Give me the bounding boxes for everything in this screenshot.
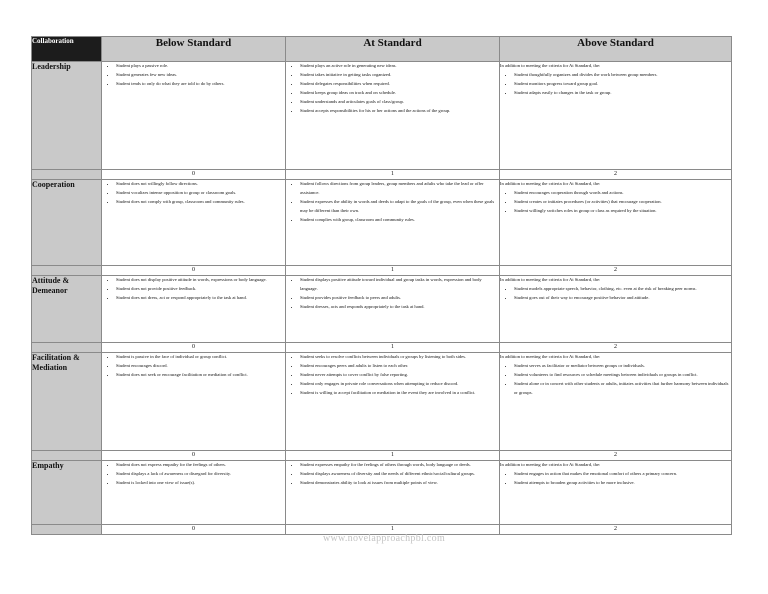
above-standard-criterion: • Student thoughtfully organizes and divides the work between group members.: [514, 71, 731, 80]
category-label: Attitude & Demeanor: [32, 276, 102, 343]
above-standard-list: [500, 71, 731, 98]
score-row: [32, 266, 732, 276]
at-standard-criterion: • Student displays awareness of diversity and the needs of different ethnic/social/cultural groups.: [300, 470, 499, 479]
at-standard-criterion: • Student plays an active role in generating new ideas.: [300, 62, 499, 71]
score-row: [32, 343, 732, 353]
score-below-standard: 0: [102, 525, 286, 535]
at-standard-list: [286, 461, 499, 488]
below-standard-cell: [102, 276, 286, 343]
below-standard-criterion: • Student is passive in the face of individual or group conflict.: [116, 353, 285, 362]
score-at-standard: 1: [286, 525, 500, 535]
score-at-standard: 1: [286, 170, 500, 180]
below-standard-cell: [102, 62, 286, 170]
score-at-standard: 1: [286, 343, 500, 353]
criteria-row-empathy: [32, 461, 732, 525]
at-standard-cell: [286, 180, 500, 266]
category-label: Cooperation: [32, 180, 102, 266]
criteria-row-facilitation-mediation: [32, 353, 732, 451]
above-standard-criterion: • Student creates or initiates procedures (or activities) that encourage cooperation.: [514, 198, 731, 207]
below-standard-criterion: • Student tends to only do what they are told to do by others.: [116, 80, 285, 89]
score-below-standard: 0: [102, 170, 286, 180]
above-standard-criterion: • Student models appropriate speech, behavior, clothing, etc. even at the risk of breaking peer norms.: [514, 285, 731, 294]
at-standard-list: [286, 276, 499, 312]
at-standard-list: [286, 62, 499, 115]
at-standard-cell: [286, 461, 500, 525]
above-standard-criterion: • Student attempts to broaden group activities to be more inclusive.: [514, 479, 731, 488]
at-standard-cell: [286, 276, 500, 343]
at-standard-criterion: • Student follows directions from group leaders, group members and adults who take the lead or offer assistance.: [300, 180, 499, 198]
at-standard-list: [286, 353, 499, 398]
at-standard-criterion: • Student complies with group, classroom and community rules.: [300, 216, 499, 225]
above-standard-list: [500, 285, 731, 303]
above-standard-criterion: • Student willingly switches roles in group or class as required by the situation.: [514, 207, 731, 216]
score-row-spacer: [32, 266, 102, 276]
above-standard-cell: [500, 180, 732, 266]
above-standard-cell: [500, 276, 732, 343]
above-standard-intro: In addition to meeting the criteria for At Standard, the:: [500, 63, 601, 68]
below-standard-criterion: • Student does not seek or encourage facilitation or mediation of conflict.: [116, 371, 285, 380]
below-standard-criterion: • Student displays a lack of awareness or disregard for diversity.: [116, 470, 285, 479]
above-standard-intro: In addition to meeting the criteria for At Standard, the:: [500, 354, 601, 359]
score-above-standard: 2: [500, 343, 732, 353]
above-standard-criterion: • Student encourages cooperation through words and actions.: [514, 189, 731, 198]
footer-watermark: www.novelapproachpbl.com: [322, 533, 446, 544]
score-row-spacer: [32, 451, 102, 461]
rubric-table: [31, 36, 732, 535]
at-standard-criterion: • Student only engages in private role conversations when attempting to reduce discord.: [300, 380, 499, 389]
above-standard-criterion: • Student monitors progress toward group goal.: [514, 80, 731, 89]
below-standard-list: [102, 353, 285, 380]
above-standard-cell: [500, 62, 732, 170]
at-standard-criterion: • Student takes initiative in getting tasks organized.: [300, 71, 499, 80]
at-standard-criterion: • Student provides positive feedback to peers and adults.: [300, 294, 499, 303]
at-standard-cell: [286, 353, 500, 451]
at-standard-criterion: • Student expresses empathy for the feelings of others through words, body language or deeds.: [300, 461, 499, 470]
below-standard-cell: [102, 180, 286, 266]
level-below-standard: Below Standard: [102, 37, 286, 62]
criteria-row-cooperation: [32, 180, 732, 266]
below-standard-criterion: • Student does not provide positive feedback.: [116, 285, 285, 294]
level-above-standard: Above Standard: [500, 37, 732, 62]
above-standard-intro: In addition to meeting the criteria for At Standard, the:: [500, 181, 601, 186]
score-row-spacer: [32, 170, 102, 180]
above-standard-criterion: • Student engages in action that makes the emotional comfort of others a primary concern.: [514, 470, 731, 479]
above-standard-intro: In addition to meeting the criteria for At Standard, the:: [500, 462, 601, 467]
score-at-standard: 1: [286, 451, 500, 461]
above-standard-criterion: • Student goes out of their way to encourage positive behavior and attitude.: [514, 294, 731, 303]
score-row: [32, 451, 732, 461]
below-standard-cell: [102, 461, 286, 525]
above-standard-list: [500, 189, 731, 216]
at-standard-cell: [286, 62, 500, 170]
at-standard-list: [286, 180, 499, 225]
category-label: Empathy: [32, 461, 102, 525]
header-row: [32, 37, 732, 62]
at-standard-criterion: • Student delegates responsibilities when required.: [300, 80, 499, 89]
below-standard-criterion: • Student does not display positive attitude in words, expressions or body language.: [116, 276, 285, 285]
below-standard-list: [102, 461, 285, 488]
score-row-spacer: [32, 343, 102, 353]
score-above-standard: 2: [500, 266, 732, 276]
below-standard-criterion: • Student does not comply with group, classroom and community rules.: [116, 198, 285, 207]
score-below-standard: 0: [102, 266, 286, 276]
above-standard-cell: [500, 353, 732, 451]
below-standard-criterion: • Student does not willingly follow directions.: [116, 180, 285, 189]
score-below-standard: 0: [102, 451, 286, 461]
at-standard-criterion: • Student encourages peers and adults to listen to each other.: [300, 362, 499, 371]
above-standard-intro: In addition to meeting the criteria for At Standard, the:: [500, 277, 601, 282]
above-standard-criterion: • Student serves as facilitator or mediator between groups or individuals.: [514, 362, 731, 371]
score-above-standard: 2: [500, 525, 732, 535]
above-standard-criterion: • Student volunteers to find resources or schedule meetings between individuals or groups in conflict.: [514, 371, 731, 380]
at-standard-criterion: • Student displays positive attitude toward individual and group tasks in words, expression and body language.: [300, 276, 499, 294]
rubric-title: Collaboration: [32, 37, 102, 62]
below-standard-criterion: • Student does not express empathy for the feelings of others.: [116, 461, 285, 470]
score-at-standard: 1: [286, 266, 500, 276]
at-standard-criterion: • Student expresses the ability in words and deeds to adapt to the goals of the group, even when these goals may be different than their own.: [300, 198, 499, 216]
at-standard-criterion: • Student dresses, acts and responds appropriately to the task at hand.: [300, 303, 499, 312]
category-label: Facilitation & Mediation: [32, 353, 102, 451]
below-standard-list: [102, 62, 285, 89]
below-standard-criterion: • Student vocalizes intense opposition to group or classroom goals.: [116, 189, 285, 198]
category-label: Leadership: [32, 62, 102, 170]
below-standard-list: [102, 180, 285, 207]
at-standard-criterion: • Student demonstrates ability to look at issues from multiple points of view.: [300, 479, 499, 488]
below-standard-criterion: • Student does not dress, act or respond appropriately to the task at hand.: [116, 294, 285, 303]
criteria-row-leadership: [32, 62, 732, 170]
above-standard-cell: [500, 461, 732, 525]
below-standard-list: [102, 276, 285, 303]
score-above-standard: 2: [500, 451, 732, 461]
above-standard-criterion: • Student alone or in concert with other students or adults, initiates activities that further harmony between individuals or groups.: [514, 380, 731, 398]
at-standard-criterion: • Student never attempts to cover conflict by false reporting.: [300, 371, 499, 380]
below-standard-criterion: • Student is locked into one view of issue(s).: [116, 479, 285, 488]
below-standard-criterion: • Student plays a passive role.: [116, 62, 285, 71]
below-standard-criterion: • Student generates few new ideas.: [116, 71, 285, 80]
at-standard-criterion: • Student understands and articulates goals of class/group.: [300, 98, 499, 107]
score-above-standard: 2: [500, 170, 732, 180]
criteria-row-attitude-demeanor: [32, 276, 732, 343]
at-standard-criterion: • Student keeps group ideas on track and on schedule.: [300, 89, 499, 98]
above-standard-criterion: • Student adapts easily to changes in the task or group.: [514, 89, 731, 98]
at-standard-criterion: • Student is willing to accept facilitation or mediation in the event they are involved in a conflict.: [300, 389, 499, 398]
below-standard-cell: [102, 353, 286, 451]
score-below-standard: 0: [102, 343, 286, 353]
at-standard-criterion: • Student seeks to resolve conflicts between individuals or groups by listening to both sides.: [300, 353, 499, 362]
score-row: [32, 170, 732, 180]
above-standard-list: [500, 362, 731, 398]
above-standard-list: [500, 470, 731, 488]
level-at-standard: At Standard: [286, 37, 500, 62]
below-standard-criterion: • Student encourages discord.: [116, 362, 285, 371]
at-standard-criterion: • Student accepts responsibilities for his or her actions and the actions of the group.: [300, 107, 499, 116]
